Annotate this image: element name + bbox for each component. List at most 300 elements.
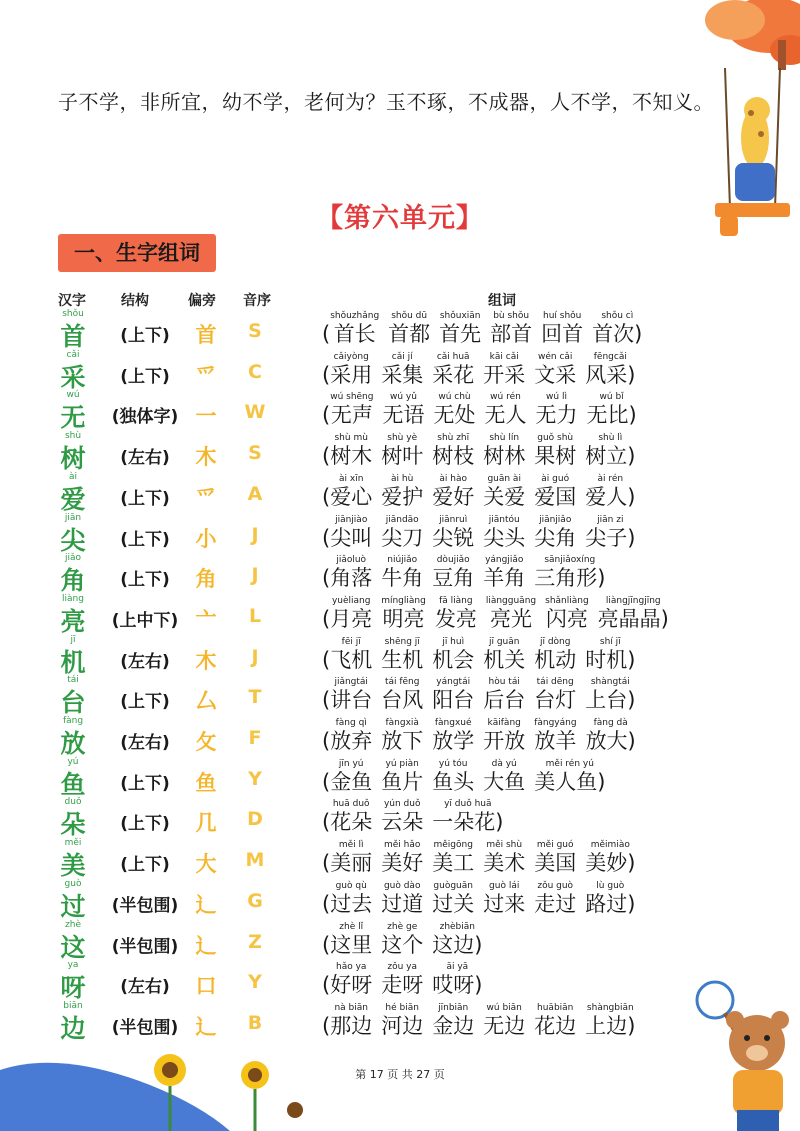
initial-letter: M [245, 849, 265, 872]
word-item [381, 961, 423, 997]
word-hanzi: 机关 [483, 647, 526, 672]
word-hanzi: 过去 [330, 891, 373, 916]
word-hanzi: 首长 [333, 322, 376, 346]
word-hanzi: 采集 [381, 362, 424, 387]
word-item [433, 391, 475, 427]
structure-label: (上下) [120, 773, 170, 794]
word-hanzi: 回首 [541, 322, 584, 346]
word-pinyin: jī guān [488, 636, 520, 647]
radical: 厶 [195, 689, 217, 714]
word-list [322, 961, 491, 997]
word-pinyin: wú chù [438, 392, 471, 403]
word-pinyin: wú shēng [330, 392, 374, 403]
word-pinyin: fēi jī [341, 636, 361, 647]
word-item [545, 595, 589, 631]
word-hanzi: 过来 [483, 891, 526, 916]
word-pinyin: jiāntóu [488, 514, 520, 525]
radical: 鱼 [195, 770, 217, 795]
table-row [0, 635, 800, 675]
word-item [534, 351, 576, 387]
word-pinyin: zhè ge [387, 921, 418, 932]
hanzi-character: 朵 [60, 810, 86, 840]
word-hanzi: 河边 [381, 1013, 424, 1038]
word-pinyin: shǒu dū [391, 311, 428, 321]
table-row [0, 431, 800, 474]
structure-label: (上下) [120, 692, 170, 713]
word-hanzi: 美工 [432, 851, 475, 876]
word-item [483, 758, 525, 794]
hanzi-character: 首 [60, 322, 86, 351]
structure-label: (半包围) [111, 895, 179, 916]
word-hanzi: 一朵花) [432, 810, 504, 835]
word-item [432, 432, 474, 468]
hanzi-character: 亮 [60, 606, 86, 636]
word-item [483, 554, 525, 590]
table-row [0, 757, 800, 797]
table-row [0, 675, 800, 718]
word-item [381, 432, 423, 468]
word-item [432, 473, 474, 509]
word-list [322, 758, 614, 794]
word-pinyin: shǒuzhǎng [330, 311, 380, 321]
word-item [585, 432, 635, 468]
word-hanzi: 鱼头 [432, 769, 475, 794]
table-row [0, 594, 800, 634]
word-pinyin: shēng jī [384, 636, 420, 647]
word-item [585, 839, 635, 875]
word-item [432, 1002, 474, 1038]
word-hanzi: 机会 [432, 647, 475, 672]
word-pinyin: jī huì [442, 636, 465, 647]
word-item [585, 514, 635, 550]
table-row [0, 513, 800, 553]
word-item [330, 839, 372, 875]
header-sound: 音序 [243, 293, 271, 309]
word-hanzi: 树枝 [432, 444, 475, 469]
word-pinyin: dòujiǎo [436, 555, 470, 566]
open-paren: ( [322, 322, 331, 346]
word-item [483, 514, 525, 550]
structure-label: (左右) [120, 651, 170, 672]
word-pinyin: měi hǎo [384, 840, 421, 851]
word-item [483, 839, 525, 875]
word-hanzi: 云朵 [381, 810, 424, 835]
word-hanzi: 无比) [586, 403, 637, 428]
char-pinyin: fàng [62, 716, 84, 726]
word-pinyin: yī duǒ huā [444, 799, 492, 810]
word-hanzi: 金边 [432, 1013, 475, 1038]
hanzi-character: 角 [60, 566, 86, 596]
initial-letter: D [247, 808, 263, 831]
word-hanzi: 尖叫 [330, 525, 373, 550]
word-hanzi: 尖角 [534, 525, 577, 550]
word-item [381, 921, 423, 957]
word-hanzi: 放大) [585, 729, 636, 753]
word-item [330, 391, 373, 427]
word-list [322, 1002, 644, 1038]
word-pinyin: jiānjiǎo [539, 514, 572, 525]
word-pinyin: huí shǒu [542, 311, 582, 321]
word-item [486, 595, 536, 631]
word-pinyin: sānjiǎoxíng [544, 555, 596, 566]
word-hanzi: 树立) [585, 444, 636, 469]
table-row [0, 716, 800, 756]
word-pinyin: ài hào [439, 473, 467, 484]
word-item [585, 880, 635, 916]
structure-label: (上下) [120, 326, 170, 346]
structure-label: (上下) [120, 814, 170, 835]
char-pinyin: shǒu [62, 309, 84, 319]
word-pinyin: zhè lǐ [339, 921, 364, 932]
word-list [322, 351, 644, 387]
word-item [585, 1002, 635, 1038]
word-hanzi: 树木 [330, 444, 373, 469]
word-pinyin: huā duǒ [332, 799, 370, 810]
word-list [322, 717, 645, 753]
word-pinyin: měi guó [536, 840, 574, 851]
word-hanzi: 果树 [534, 444, 577, 469]
word-pinyin: shǎnliàng [545, 595, 589, 606]
open-paren: ( [322, 932, 331, 957]
word-hanzi: 鱼片 [381, 769, 424, 794]
initial-letter: J [251, 564, 259, 587]
radical: 亠 [195, 607, 217, 632]
open-paren: ( [322, 403, 331, 428]
word-pinyin: yú tóu [438, 758, 468, 769]
word-pinyin: zǒu guò [537, 880, 574, 891]
word-pinyin: hòu tái [488, 677, 520, 688]
word-pinyin: guǒ shù [537, 433, 574, 444]
word-hanzi: 机动 [534, 647, 577, 672]
word-item [381, 676, 423, 712]
header-structure: 结构 [121, 293, 149, 309]
structure-label: (左右) [120, 448, 170, 469]
word-pinyin: jīn yú [338, 758, 364, 769]
word-pinyin: shàngbiān [586, 1002, 634, 1013]
hanzi-character: 无 [60, 403, 86, 433]
initial-letter: B [247, 1011, 263, 1034]
word-hanzi: 采花 [432, 362, 475, 387]
open-paren: ( [322, 729, 331, 753]
word-pinyin: shù lín [489, 433, 520, 444]
word-pinyin: shù yè [387, 433, 418, 444]
word-hanzi: 无力 [535, 403, 578, 428]
word-pinyin: zǒu ya [387, 962, 418, 973]
radical: 木 [195, 445, 217, 470]
word-pinyin: fàngxué [434, 718, 472, 728]
word-hanzi: 首次) [592, 322, 643, 346]
open-paren: ( [322, 606, 331, 631]
open-paren: ( [322, 647, 331, 672]
word-pinyin: měi lì [338, 840, 364, 851]
word-pinyin: wén cǎi [537, 351, 573, 362]
word-hanzi: 大鱼 [483, 769, 526, 794]
word-pinyin: hǎo ya [335, 962, 367, 973]
word-hanzi: 哎呀) [432, 973, 483, 998]
word-item [483, 351, 525, 387]
tree-leaves-decoration [660, 0, 800, 70]
hanzi-character: 放 [60, 729, 86, 758]
word-hanzi: 尖头 [483, 525, 526, 550]
word-pinyin: míngliàng [381, 595, 426, 606]
word-pinyin: wú lì [546, 392, 567, 403]
structure-label: (上下) [120, 529, 170, 550]
word-pinyin: wú yǔ [390, 392, 417, 403]
radical: 口 [195, 974, 217, 999]
radical: 爫 [195, 485, 217, 510]
word-pinyin: liàngjīngjīng [605, 595, 661, 606]
word-pinyin: fā liàng [439, 595, 473, 606]
radical: 一 [195, 404, 217, 429]
radical: 辶 [195, 933, 217, 958]
page-number: 第 17 页 共 27 页 [355, 1068, 445, 1081]
word-item [534, 554, 605, 590]
initial-letter: L [248, 604, 262, 627]
word-pinyin: cǎi jí [391, 351, 413, 362]
char-pinyin: jiān [64, 512, 82, 523]
open-paren: ( [322, 444, 331, 469]
word-item [432, 921, 482, 957]
header-char: 汉字 [58, 293, 86, 309]
word-pinyin: yuèliang [331, 595, 371, 606]
word-hanzi: 无人 [484, 403, 527, 428]
word-pinyin: shù mù [334, 433, 368, 444]
word-item [330, 921, 372, 957]
word-hanzi: 这边) [432, 932, 483, 957]
word-hanzi: 美人鱼) [534, 769, 606, 794]
word-pinyin: fēngcǎi [593, 351, 627, 362]
word-item [432, 514, 474, 550]
word-pinyin: guān ài [487, 473, 521, 484]
table-row [0, 797, 800, 840]
word-list [322, 514, 644, 550]
word-pinyin: niújiǎo [387, 555, 418, 566]
word-item [586, 391, 636, 427]
word-item [484, 391, 526, 427]
initial-letter: C [248, 360, 262, 383]
word-list [322, 921, 491, 957]
structure-label: (上中下) [111, 610, 179, 631]
word-list [322, 432, 644, 468]
initial-letter: Y [248, 971, 262, 994]
radical: 攵 [195, 730, 217, 754]
word-hanzi: 放学 [432, 729, 475, 753]
word-list [322, 798, 512, 834]
word-hanzi: 生机 [381, 647, 424, 672]
table-row [0, 390, 800, 433]
word-list [322, 310, 651, 346]
word-item [330, 514, 372, 550]
word-item [432, 554, 474, 590]
word-hanzi: 时机) [585, 647, 636, 672]
open-paren: ( [322, 810, 331, 835]
word-hanzi: 过关 [432, 891, 475, 916]
word-item [483, 717, 525, 753]
word-hanzi: 爱人) [585, 484, 636, 509]
word-pinyin: tái dēng [536, 677, 574, 688]
word-pinyin: cǎiyòng [333, 351, 369, 362]
radical: 辶 [195, 1014, 217, 1039]
word-item [541, 310, 583, 346]
word-item [435, 595, 477, 631]
intro-verse: 子不学，非所宜，幼不学，老何为？玉不琢，不成器，人不学，不知义。 [58, 90, 714, 114]
word-item [330, 473, 372, 509]
header-radical: 偏旁 [188, 293, 216, 309]
word-hanzi: 好呀 [330, 973, 373, 998]
word-pinyin: wú biān [486, 1002, 522, 1013]
word-pinyin: āi yā [446, 962, 469, 973]
word-hanzi: 阳台 [432, 688, 475, 713]
word-pinyin: ài guó [541, 473, 570, 484]
table-row [0, 960, 800, 1003]
word-item [381, 839, 423, 875]
word-hanzi: 文采 [534, 362, 577, 387]
word-item [381, 717, 423, 753]
word-hanzi: 美妙) [585, 851, 636, 876]
hanzi-character: 鱼 [60, 769, 86, 799]
word-item [381, 514, 423, 550]
word-item [381, 554, 423, 590]
word-item [432, 717, 474, 753]
char-pinyin: duǒ [64, 797, 82, 808]
word-hanzi: 美丽 [330, 851, 373, 876]
char-pinyin: měi [64, 838, 82, 849]
char-pinyin: tái [67, 675, 79, 686]
table-row [0, 1001, 800, 1041]
hanzi-character: 过 [60, 891, 86, 921]
word-item [330, 1002, 372, 1038]
word-item [330, 961, 372, 997]
word-hanzi: 树叶 [381, 444, 424, 469]
hanzi-character: 尖 [60, 525, 86, 555]
word-list [322, 880, 644, 916]
word-pinyin: jiān zi [597, 514, 624, 525]
word-hanzi: 三角形) [534, 566, 606, 591]
word-item [432, 839, 474, 875]
word-hanzi: 过道 [381, 891, 424, 916]
table-row [0, 553, 800, 596]
word-hanzi: 月亮 [330, 606, 373, 631]
word-hanzi: 角落 [330, 566, 373, 591]
word-item [330, 351, 372, 387]
word-pinyin: měigōng [433, 840, 473, 851]
char-pinyin: liàng [62, 593, 84, 604]
initial-letter: S [248, 442, 262, 465]
word-hanzi: 部首 [490, 322, 533, 346]
word-hanzi: 讲台 [330, 688, 373, 713]
word-pinyin: fàngxià [385, 718, 419, 728]
word-hanzi: 放弃 [330, 729, 373, 753]
char-pinyin: ya [67, 960, 79, 971]
radical: 爫 [195, 363, 217, 388]
word-item [483, 636, 525, 672]
char-pinyin: yú [67, 756, 79, 767]
word-hanzi: 发亮 [434, 606, 477, 631]
word-pinyin: jiānruì [439, 514, 468, 525]
word-hanzi: 明亮 [382, 606, 425, 631]
word-item [483, 880, 525, 916]
word-hanzi: 爱好 [432, 484, 475, 509]
open-paren: ( [322, 525, 331, 550]
word-pinyin: lù guò [596, 880, 625, 891]
word-list [322, 636, 644, 672]
char-pinyin: biān [63, 1000, 83, 1011]
word-item [439, 310, 481, 346]
word-item [382, 391, 424, 427]
word-pinyin: ài hù [391, 473, 414, 484]
table-row [0, 472, 800, 512]
hanzi-character: 爱 [60, 484, 86, 514]
word-pinyin: měi shù [486, 840, 523, 851]
word-hanzi: 尖子) [585, 525, 636, 550]
word-item [534, 676, 576, 712]
word-item [381, 351, 423, 387]
word-hanzi: 豆角 [432, 566, 475, 591]
word-item [598, 595, 669, 631]
word-hanzi: 美好 [381, 851, 424, 876]
word-pinyin: guò dào [383, 880, 421, 891]
word-item [432, 636, 474, 672]
word-hanzi: 无边 [483, 1013, 526, 1038]
structure-label: (左右) [120, 733, 170, 753]
word-item [330, 717, 372, 753]
word-item [330, 595, 372, 631]
radical: 木 [195, 648, 217, 673]
table-row [0, 838, 800, 881]
word-pinyin: měi rén yú [545, 758, 594, 769]
word-pinyin: guò qù [335, 880, 367, 891]
word-item [330, 432, 372, 468]
word-hanzi: 采用 [330, 362, 373, 387]
word-list [322, 391, 646, 427]
word-item [432, 798, 503, 834]
radical: 辶 [195, 892, 217, 917]
word-item [534, 839, 576, 875]
char-pinyin: zhè [65, 919, 81, 930]
word-item [585, 351, 635, 387]
hanzi-character: 台 [60, 688, 86, 718]
word-hanzi: 闪亮 [545, 606, 588, 631]
word-item [535, 391, 577, 427]
word-pinyin: liàngguāng [485, 595, 537, 606]
word-item [432, 351, 474, 387]
hanzi-character: 美 [60, 851, 86, 881]
initial-letter: Y [248, 767, 262, 790]
word-item [381, 1002, 423, 1038]
char-pinyin: cǎi [66, 349, 80, 360]
char-pinyin: guò [64, 878, 82, 889]
word-item [483, 473, 525, 509]
word-item [381, 595, 426, 631]
word-item [534, 432, 576, 468]
word-item [381, 880, 423, 916]
initial-letter: F [248, 727, 262, 749]
word-pinyin: jī dòng [539, 636, 571, 647]
char-pinyin: jiǎo [64, 553, 82, 564]
word-item [330, 554, 372, 590]
word-item [330, 310, 379, 346]
word-hanzi: 台风 [381, 688, 424, 713]
word-pinyin: wú rén [490, 392, 521, 403]
word-item [592, 310, 642, 346]
structure-label: (独体字) [111, 407, 179, 428]
word-pinyin: jīnbiān [438, 1002, 469, 1013]
word-item [490, 310, 532, 346]
structure-label: (半包围) [111, 1017, 179, 1038]
word-hanzi: 首都 [388, 322, 431, 346]
word-pinyin: shǒu cì [601, 311, 634, 321]
word-item [330, 676, 372, 712]
